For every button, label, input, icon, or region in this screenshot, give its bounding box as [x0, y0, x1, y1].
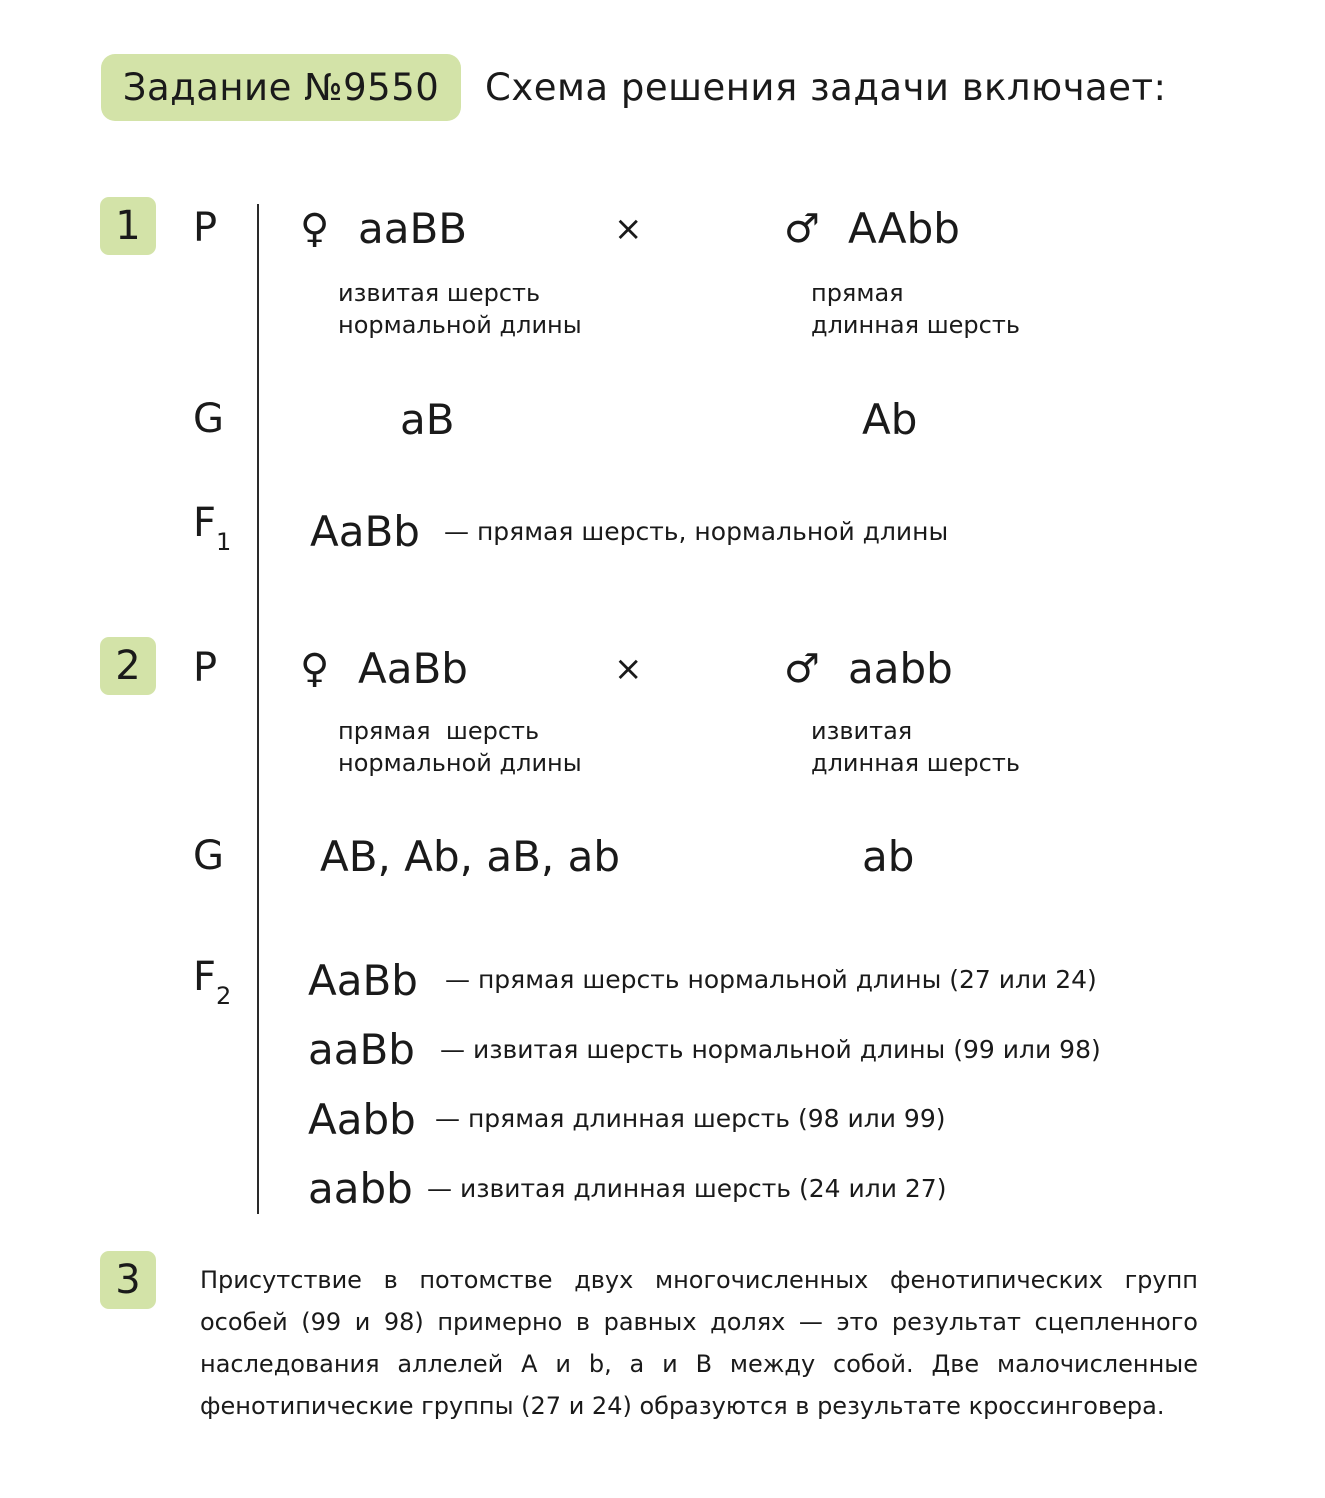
step-1-offspring-description: — прямая шерсть, нормальной длины	[444, 517, 949, 546]
step-2-male-phenotype-line-1: извитая	[811, 717, 913, 745]
step-3-explanation: Присутствие в потомстве двух многочисленных фенотипических групп особей (99 и 98) примерно в равных долях — это результат сцепленного наследования аллелей A и b, a и B между собой. Две малочисленные фенотипические группы (27 и 24) образуются в результате кроссинговера.	[200, 1266, 1198, 1420]
male-symbol-icon: ♂	[784, 206, 820, 252]
step-3-badge: 3	[100, 1251, 156, 1309]
step-1-female-phenotype-line-1: извитая шерсть	[338, 279, 541, 307]
step-1-badge: 1	[100, 197, 156, 255]
offspring-genotype: Aabb	[308, 1095, 416, 1144]
page-heading: Схема решения задачи включает:	[485, 66, 1167, 109]
step-2-gametes-label: G	[193, 833, 224, 879]
step-1-female-phenotype-line-2: нормальной длины	[338, 311, 582, 339]
step-2-female-genotype: AaBb	[358, 644, 468, 693]
step-1-male-gamete: Ab	[862, 395, 918, 444]
offspring-description: — извитая длинная шерсть (24 или 27)	[427, 1174, 947, 1203]
step-2-f2-label: $F_2$	[193, 954, 232, 1010]
step-2-badge: 2	[100, 637, 156, 695]
step-1-male-phenotype-line-1: прямая	[811, 279, 904, 307]
cross-symbol-icon: ×	[614, 649, 643, 689]
cross-symbol-icon: ×	[614, 209, 643, 249]
step-2-male-phenotype-line-2: длинная шерсть	[811, 749, 1020, 777]
step-2-male-genotype: aabb	[848, 644, 953, 693]
step-2-parents-label: P	[193, 645, 218, 691]
step-1-female-gamete: aB	[400, 395, 455, 444]
step-2-female-gametes: AB, Ab, aB, ab	[320, 832, 620, 881]
scheme-divider-line	[257, 204, 259, 1214]
male-symbol-icon: ♂	[784, 646, 820, 692]
offspring-description: — прямая шерсть нормальной длины (27 или 24)	[445, 965, 1097, 994]
offspring-description: — извитая шерсть нормальной длины (99 или 98)	[440, 1035, 1101, 1064]
offspring-genotype: AaBb	[308, 956, 418, 1005]
task-number-badge: Задание №9550	[101, 54, 461, 121]
step-2-female-phenotype-line-2: нормальной длины	[338, 749, 582, 777]
step-1-female-genotype: aaBB	[358, 204, 468, 253]
step-1-male-phenotype-line-2: длинная шерсть	[811, 311, 1020, 339]
step-1-gametes-label: G	[193, 396, 224, 442]
step-2-female-phenotype-line-1: прямая шерсть	[338, 717, 540, 745]
step-1-f1-label: $F_1$	[193, 500, 232, 556]
offspring-genotype: aabb	[308, 1164, 413, 1213]
step-1-male-genotype: AAbb	[848, 204, 960, 253]
offspring-genotype: aaBb	[308, 1025, 415, 1074]
female-symbol-icon: ♀	[300, 646, 330, 692]
step-1-offspring-genotype: AaBb	[310, 507, 420, 556]
offspring-description: — прямая длинная шерсть (98 или 99)	[435, 1104, 946, 1133]
step-2-male-gamete: ab	[862, 832, 915, 881]
step-1-parents-label: P	[193, 205, 218, 251]
female-symbol-icon: ♀	[300, 206, 330, 252]
